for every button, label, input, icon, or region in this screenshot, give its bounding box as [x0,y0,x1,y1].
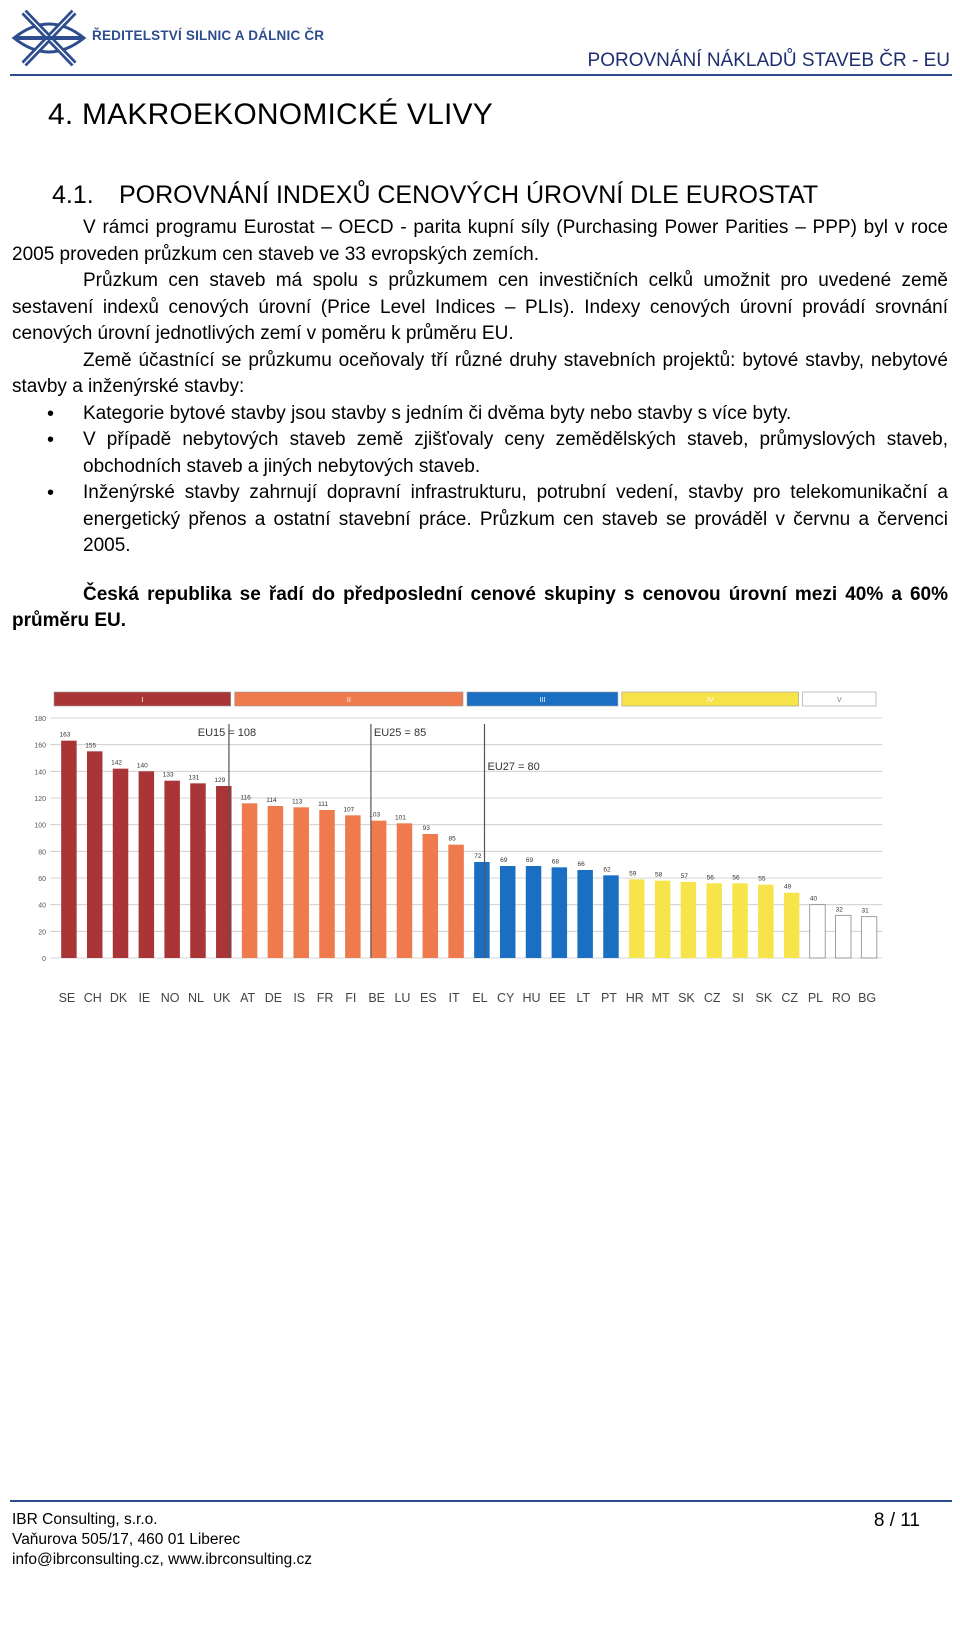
x-tick-label: UK [213,991,231,1005]
bar [87,751,102,958]
rsd-logo [10,2,88,74]
bar [397,823,412,958]
price-level-chart [34,690,892,1010]
x-tick-label: RO [831,991,851,1005]
data-label: 142 [111,759,122,767]
data-label: 129 [214,777,226,784]
data-label: 32 [835,906,843,914]
list-item: • V případě nebytových staveb země zjišťovaly ceny zemědělských staveb, průmyslových staveb, obchodních staveb a jiných nebytových staveb. [83,427,948,480]
footer-company: IBR Consulting, s.r.o. [12,1511,158,1528]
x-tick-label: SK [755,991,773,1005]
data-label: 69 [500,857,508,864]
y-tick-label: 40 [38,902,46,910]
data-label: 107 [343,806,355,814]
x-tick-label: IT [448,991,460,1005]
conclusion-paragraph: Česká republika se řadí do předposlední cenové skupiny s cenovou úrovní mezi 40% a 60% průměru EU. [12,583,948,631]
header-divider [10,74,952,76]
x-tick-label: MT [651,991,670,1005]
bar [242,803,257,958]
x-tick-label: DE [264,991,283,1005]
data-label: 55 [758,875,766,883]
x-tick-label: SK [678,991,695,1005]
bar [861,917,876,958]
group-label: I [141,697,144,704]
bar [810,905,825,958]
bar [526,866,541,958]
group-label: II [346,697,351,704]
data-label: 163 [59,731,71,739]
data-label: 58 [654,871,663,879]
data-label: 66 [577,861,585,868]
bar [836,915,851,958]
data-label: 131 [188,774,200,782]
reference-label: EU15 = 108 [197,727,257,739]
x-tick-label: EL [472,991,488,1005]
x-tick-label: CZ [703,991,721,1005]
data-label: 69 [525,857,534,864]
x-tick-label: PL [807,991,824,1005]
data-label: 49 [784,883,792,891]
list-item: • Inženýrské stavby zahrnují dopravní infrastrukturu, potrubní vedení, stavby pro telekomunikační a energetický přenos a ostatní stavební práce. Průzkum cen staveb se prováděl v červnu a červenci 2005. [83,480,948,560]
group-label: V [836,697,842,704]
bar [164,781,179,958]
data-label: 56 [706,874,714,882]
data-label: 93 [422,825,430,832]
subsection-title: POROVNÁNÍ INDEXŮ CENOVÝCH ÚROVNÍ DLE EUROSTAT [119,181,819,209]
data-label: 113 [292,798,303,806]
bar [423,834,438,958]
bar [500,866,515,958]
x-tick-label: SI [732,991,744,1005]
footer-web: info@ibrconsulting.cz, www.ibrconsulting.cz [12,1551,313,1568]
y-tick-label: 180 [34,716,46,723]
bar [758,885,773,958]
data-label: 116 [240,794,251,802]
y-tick-label: 20 [38,929,46,937]
reference-label: EU27 = 80 [487,761,540,773]
data-label: 57 [680,873,689,880]
paragraph: Země účastnící se průzkumu oceňovaly tří různé druhy stavebních projektů: bytové stavby, nebytové stavby a inženýrské stavby: [12,349,948,397]
bar [784,893,799,958]
data-label: 133 [162,771,174,779]
y-tick-label: 120 [34,796,46,803]
bar [448,845,463,958]
group-label: III [539,697,546,704]
group-label: IV [706,697,714,704]
section-heading: 4. MAKROEKONOMICKÉ VLIVY [48,98,493,131]
subsection-heading [52,181,818,210]
data-label: 68 [551,858,559,866]
bar [629,879,644,958]
x-tick-label: BG [858,991,877,1005]
document-title: POROVNÁNÍ NÁKLADŮ STAVEB ČR - EU [587,50,950,71]
x-tick-label: IS [293,991,306,1005]
reference-label: EU25 = 85 [373,727,427,739]
x-tick-label: BE [368,991,385,1005]
bar [577,870,592,958]
x-tick-label: FR [316,991,334,1005]
bar [293,807,308,958]
data-label: 140 [136,762,148,770]
bar [139,771,154,958]
x-tick-label: HR [625,991,644,1005]
x-tick-label: NO [160,991,180,1005]
bar [319,810,334,958]
organization-name: ŘEDITELSTVÍ SILNIC A DÁLNIC ČR [92,28,325,43]
footer-address: Vaňurova 505/17, 460 01 Liberec [12,1531,241,1548]
data-label: 59 [629,870,637,878]
x-tick-label: CZ [781,991,798,1005]
x-tick-label: CH [83,991,102,1005]
list-item: • Kategorie bytové stavby jsou stavby s jedním či dvěma byty nebo stavby s více byty. [83,401,948,428]
data-label: 85 [448,835,456,843]
bar [732,883,747,958]
data-label: 72 [474,853,482,860]
x-tick-label: AT [240,991,256,1005]
x-tick-label: PT [600,991,617,1005]
data-label: 40 [809,895,818,903]
bar [603,875,618,958]
y-tick-label: 60 [38,876,46,883]
bar [371,821,386,958]
bar [345,815,360,958]
data-label: 56 [732,874,740,882]
data-label: 31 [861,907,869,915]
bar [655,881,670,958]
body-text [12,215,948,635]
y-tick-label: 80 [38,849,46,857]
x-tick-label: FI [345,991,357,1005]
data-label: 155 [85,742,97,750]
y-tick-label: 0 [42,956,46,963]
footer-divider [10,1500,952,1502]
x-tick-label: EE [549,991,566,1005]
y-tick-label: 160 [34,742,46,750]
bar [190,783,205,958]
bar [61,741,76,958]
x-tick-label: LU [394,991,411,1005]
x-tick-label: NL [187,991,204,1005]
bullet-list [12,401,948,560]
subsection-number: 4.1. [52,181,94,209]
x-tick-label: LT [576,991,590,1005]
data-label: 111 [318,801,328,808]
bar [552,867,567,958]
data-label: 114 [266,797,277,804]
y-tick-label: 140 [34,769,46,777]
paragraph: V rámci programu Eurostat – OECD - parita kupní síly (Purchasing Power Parities – PPP) byl v roce 2005 proveden průzkum cen staveb ve 33 evropských zemích. [12,217,948,265]
x-tick-label: DK [109,991,128,1005]
paragraph: Průzkum cen staveb má spolu s průzkumem cen investičních celků umožnit pro uvedené země sestavení indexů cenových úrovní (Price Level Indices – PLIs). Indexy cenových úrovní provádí srovnání cenových úrovní jednotlivých zemí v poměru k průměru EU. [12,270,948,344]
data-label: 103 [369,811,381,819]
bar [113,769,128,958]
bar [706,883,721,958]
footer-contact [12,1510,312,1570]
page-header [0,0,960,80]
data-label: 62 [603,866,611,874]
x-tick-label: CY [497,991,515,1005]
y-tick-label: 100 [34,822,46,830]
x-tick-label: HU [522,991,541,1005]
bar [268,806,283,958]
page-number: 8 / 11 [873,1510,920,1531]
bar [474,862,489,958]
x-tick-label: ES [419,991,437,1005]
data-label: 101 [395,814,406,822]
bar [681,882,696,958]
x-tick-label: IE [138,991,151,1005]
x-tick-label: SE [58,991,76,1005]
